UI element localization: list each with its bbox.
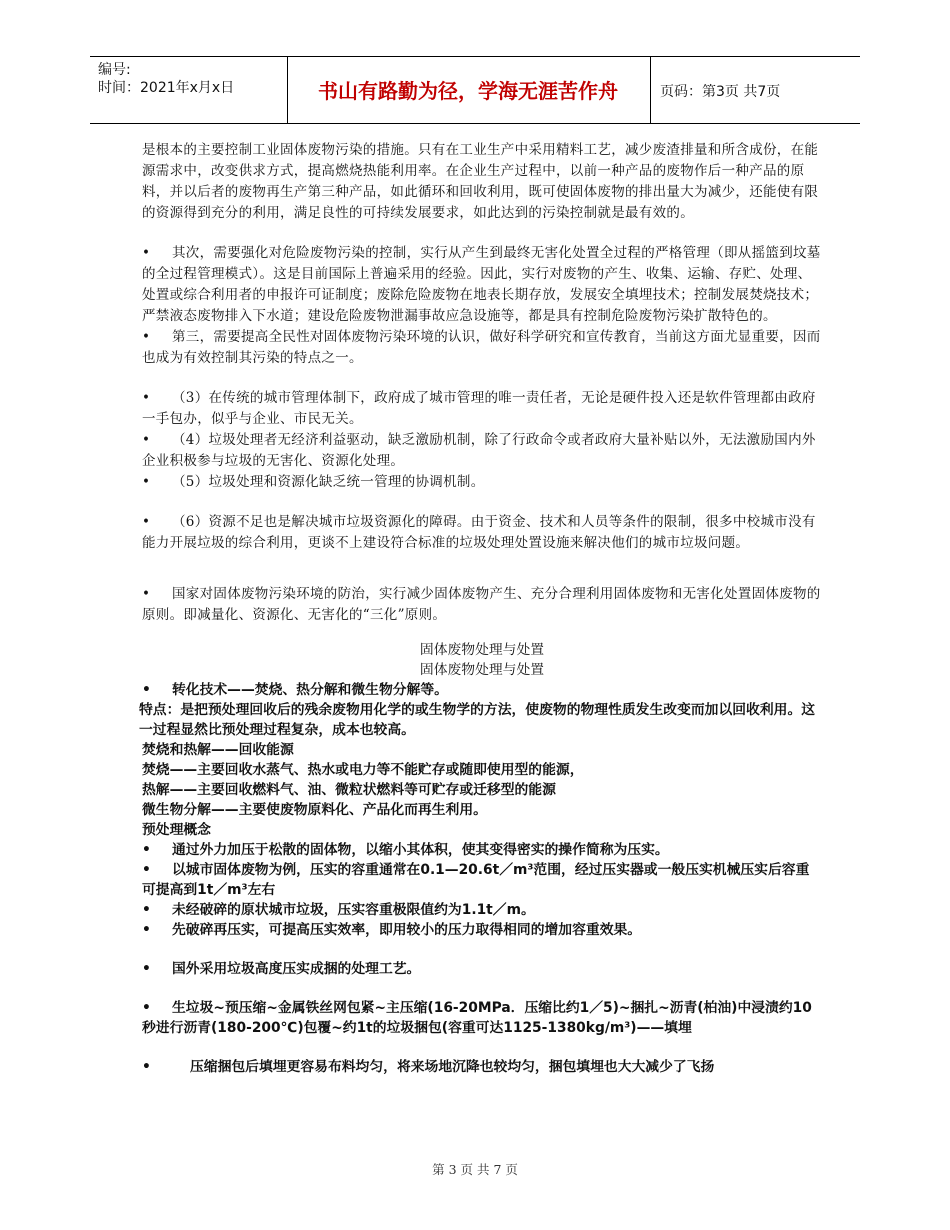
bullet-paragraph: • 其次，需要强化对危险废物污染的控制，实行从产生到最终无害化处置全过程的严格管理（即从摇篮到坟墓的全过程管理模式）。这是目前国际上普遍采用的经验。因此，实行对废物的产生、收集、运输、存贮、处理、处置或综合利用者的申报许可证制度；废除危险废物在地表长期存放，发展安全填埋技术；控制发展焚烧技术；严禁液态废物排入下水道；建设危险废物泄漏事故应急设施等，都是具有控制危险废物污染扩散特色的。 — [142, 245, 821, 324]
bullet-icon: • — [142, 842, 151, 858]
bullet-paragraph: • 国家对固体废物污染环境的防治，实行减少固体废物产生、充分合理利用固体废物和无害化处置固体废物的原则。即减量化、资源化、无害化的“三化”原则。 — [142, 586, 821, 623]
document-time-label: 时间：2021年x月x日 — [98, 80, 235, 96]
paragraph: 焚烧——主要回收水蒸气、热水或电力等不能贮存或随即使用型的能源， — [142, 762, 584, 778]
bullet-icon: • — [142, 390, 151, 406]
bullet-paragraph: • 以城市固体废物为例，压实的容重通常在0.1—20.6t／m³范围，经过压实器或一般压实机械压实后容重可提高到1t／m³左右 — [142, 862, 810, 898]
section-title: 固体废物处理与处置 — [419, 662, 545, 678]
paragraph: 微生物分解——主要使废物原料化、产品化而再生利用。 — [142, 802, 487, 818]
bullet-paragraph: • 先破碎再压实，可提高压实效率，即用较小的压力取得相同的增加容重效果。 — [142, 922, 642, 938]
paragraph: 焚烧和热解——回收能源 — [142, 742, 294, 758]
page-header — [90, 56, 860, 124]
bullet-icon: • — [142, 432, 151, 448]
serif-section — [142, 140, 822, 626]
header-page-number: 页码：第3页 共7页 — [660, 84, 781, 100]
header-meta — [98, 61, 234, 97]
bullet-icon: • — [142, 329, 151, 345]
bullet-paragraph: • 第三，需要提高全民性对固体废物污染环境的认识，做好科学研究和宣传教育，当前这方面尤显重要，因而也成为有效控制其污染的特点之一。 — [142, 329, 821, 366]
bullet-icon: • — [142, 474, 151, 490]
bullet-paragraph: • 压缩捆包后填埋更容易布料均匀，将来场地沉降也较均匀，捆包填埋也大大减少了飞扬 — [142, 1059, 715, 1075]
bullet-icon: • — [142, 1059, 151, 1075]
bullet-paragraph: • 转化技术——焚烧、热分解和微生物分解等。 — [142, 682, 448, 698]
bullet-icon: • — [142, 862, 151, 878]
bullet-paragraph: • （5）垃圾处理和资源化缺乏统一管理的协调机制。 — [142, 472, 822, 493]
paragraph: 热解——主要回收燃料气、油、微粒状燃料等可贮存或迁移型的能源 — [142, 782, 556, 798]
document-number-label: 编号: — [98, 62, 131, 78]
paragraph: 特点：是把预处理回收后的残余废物用化学的或生物学的方法，使废物的物理性质发生改变而加以回收利用。这一过程显然比预处理过程复杂，成本也较高。 — [139, 702, 816, 738]
bullet-icon: • — [142, 514, 151, 530]
paragraph: 预处理概念 — [142, 822, 211, 838]
section-title: 固体废物处理与处置 — [419, 642, 545, 658]
bullet-paragraph: • 未经破碎的原状城市垃圾，压实容重极限值约为1.1t／m。 — [142, 902, 535, 918]
bullet-paragraph: • 国外采用垃圾高度压实成捆的处理工艺。 — [142, 961, 421, 977]
bold-section — [139, 640, 822, 1077]
paragraph: 是根本的主要控制工业固体废物污染的措施。只有在工业生产中采用精料工艺，减少废渣排量和所含成份，在能源需求中，改变供求方式，提高燃烧热能利用率。在企业生产过程中，以前一种产品的废物作后一种产品的原料，并以后者的废物再生产第三种产品，如此循环和回收利用，既可使固体废物的排出量大为减少，还能使有限的资源得到充分的利用，满足良性的可持续发展要求，如此达到的污染控制就是最有效的。 — [142, 142, 819, 221]
bullet-icon: • — [142, 1000, 151, 1016]
bullet-paragraph: • 生垃圾~预压缩~金属铁丝网包紧~主压缩(16-20MPa．压缩比约1／5)~捆扎~沥青(柏油)中浸渍约10秒进行沥青(180-200℃)包覆~约1t的垃圾捆包(容重可达1125-1380kg/m³)——填埋 — [142, 1000, 812, 1036]
header-motto: 书山有路勤为径，学海无涯苦作舟 — [318, 79, 618, 103]
header-divider — [650, 57, 651, 123]
bullet-paragraph: • （4）垃圾处理者无经济利益驱动，缺乏激励机制，除了行政命令或者政府大量补贴以外，无法激励国内外企业积极参与垃圾的无害化、资源化处理。 — [142, 432, 816, 469]
bullet-icon: • — [142, 682, 151, 698]
bullet-paragraph: • （3）在传统的城市管理体制下，政府成了城市管理的唯一责任者，无论是硬件投入还是软件管理都由政府一手包办，似乎与企业、市民无关。 — [142, 390, 816, 427]
bullet-paragraph: • （6）资源不足也是解决城市垃圾资源化的障碍。由于资金、技术和人员等条件的限制，很多中校城市没有能力开展垃圾的综合利用，更谈不上建设符合标准的垃圾处理处置设施来解决他们的城市垃圾问题。 — [142, 514, 816, 551]
bullet-icon: • — [142, 902, 151, 918]
bullet-icon: • — [142, 586, 151, 602]
page-footer: 第 3 页 共 7 页 — [432, 1162, 518, 1177]
bullet-paragraph: • 通过外力加压于松散的固体物，以缩小其体积，使其变得密实的操作简称为压实。 — [142, 842, 669, 858]
document-body — [139, 140, 822, 1077]
bullet-icon: • — [142, 922, 151, 938]
bullet-icon: • — [142, 961, 151, 977]
bullet-icon: • — [142, 245, 151, 261]
